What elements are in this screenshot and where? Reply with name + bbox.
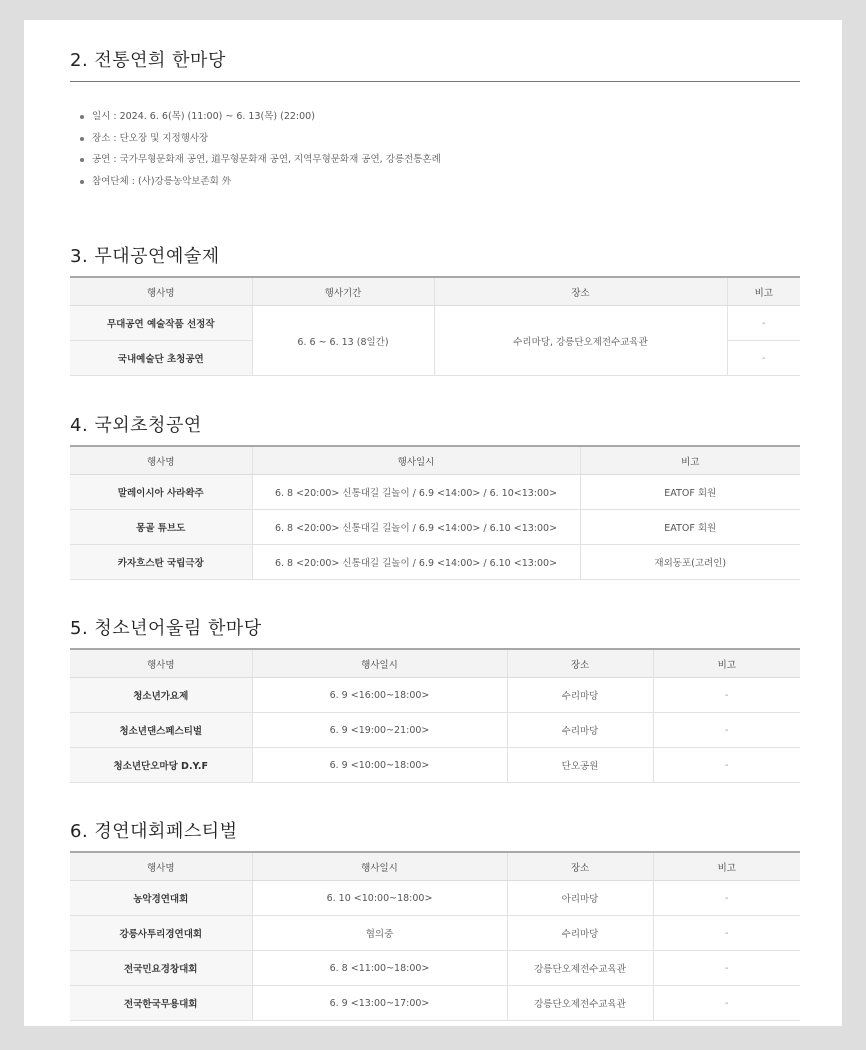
- event-place-cell: 수리마당: [507, 713, 653, 748]
- column-header: 행사일시: [252, 852, 507, 881]
- event-place-cell: 수리마당, 강릉단오제전수교육관: [434, 306, 727, 376]
- note-cell: -: [653, 713, 800, 748]
- column-header: 행사일시: [252, 649, 507, 678]
- table-header-row: [70, 277, 800, 306]
- table-header-row: [70, 649, 800, 678]
- event-period-cell: 6. 6 ~ 6. 13 (8일간): [252, 306, 434, 376]
- note-cell: -: [727, 341, 800, 376]
- event-time-cell: 6. 9 <19:00~21:00>: [252, 713, 507, 748]
- event-name-cell: 무대공연 예술작품 선정작: [70, 306, 252, 341]
- section-6-title: 6. 경연대회페스티벌: [70, 821, 238, 842]
- bullet-text: 공연 : 국가무형문화재 공연, 道무형문화재 공연, 지역무형문화재 공연, 강릉전통혼례: [92, 154, 441, 165]
- section-4-table: [70, 445, 800, 580]
- table-row: [70, 713, 800, 748]
- note-cell: -: [653, 678, 800, 713]
- table-row: [70, 306, 800, 341]
- section-3-title: 3. 무대공연예술제: [70, 246, 220, 267]
- column-header: 행사명: [70, 277, 252, 306]
- event-name-cell: 농악경연대회: [70, 881, 252, 916]
- bullet-icon: [80, 137, 84, 141]
- event-time-cell: 6. 8 <20:00> 신통대길 길놀이 / 6.9 <14:00> / 6. 10<13:00>: [252, 475, 580, 510]
- column-header: 행사명: [70, 649, 252, 678]
- table-row: [70, 748, 800, 783]
- event-time-cell: 6. 9 <16:00~18:00>: [252, 678, 507, 713]
- event-name-cell: 말레이시아 사라왁주: [70, 475, 252, 510]
- event-name-cell: 강릉사투리경연대회: [70, 916, 252, 951]
- note-cell: -: [653, 748, 800, 783]
- section-5-table: [70, 648, 800, 783]
- column-header: 장소: [507, 649, 653, 678]
- section-4-title: 4. 국외초청공연: [70, 415, 202, 436]
- event-time-cell: 6. 8 <20:00> 신통대길 길놀이 / 6.9 <14:00> / 6.10 <13:00>: [252, 510, 580, 545]
- column-header: 비고: [653, 649, 800, 678]
- section-6: [70, 817, 800, 1021]
- note-cell: 재외동포(고려인): [580, 545, 800, 580]
- table-row: [70, 951, 800, 986]
- column-header: 비고: [727, 277, 800, 306]
- note-cell: -: [653, 986, 800, 1021]
- event-name-cell: 국내예술단 초청공연: [70, 341, 252, 376]
- bullet-icon: [80, 180, 84, 184]
- section-2-heading: [70, 46, 800, 82]
- event-name-cell: 청소년가요제: [70, 678, 252, 713]
- event-place-cell: 강릉단오제전수교육관: [507, 986, 653, 1021]
- event-name-cell: 몽골 튜브도: [70, 510, 252, 545]
- column-header: 행사기간: [252, 277, 434, 306]
- section-4: [70, 411, 800, 580]
- table-row: [70, 475, 800, 510]
- table-row: [70, 678, 800, 713]
- section-5-title: 5. 청소년어울림 한마당: [70, 618, 262, 639]
- section-6-table: [70, 851, 800, 1021]
- table-header-row: [70, 852, 800, 881]
- event-time-cell: 6. 9 <13:00~17:00>: [252, 986, 507, 1021]
- section-2-bullet-list: [80, 110, 441, 196]
- note-cell: EATOF 회원: [580, 510, 800, 545]
- bullet-item: [80, 110, 441, 132]
- event-place-cell: 아리마당: [507, 881, 653, 916]
- note-cell: EATOF 회원: [580, 475, 800, 510]
- event-place-cell: 수리마당: [507, 916, 653, 951]
- table-row: [70, 545, 800, 580]
- event-name-cell: 카자흐스탄 국립극장: [70, 545, 252, 580]
- column-header: 비고: [580, 446, 800, 475]
- column-header: 행사일시: [252, 446, 580, 475]
- bullet-text: 장소 : 단오장 및 지정행사장: [92, 132, 209, 144]
- note-cell: -: [727, 306, 800, 341]
- column-header: 행사명: [70, 446, 252, 475]
- note-cell: -: [653, 881, 800, 916]
- event-time-cell: 6. 9 <10:00~18:00>: [252, 748, 507, 783]
- note-cell: -: [653, 916, 800, 951]
- event-name-cell: 청소년단오마당 D.Y.F: [70, 748, 252, 783]
- event-place-cell: 강릉단오제전수교육관: [507, 951, 653, 986]
- event-place-cell: 수리마당: [507, 678, 653, 713]
- column-header: 장소: [507, 852, 653, 881]
- table-row: [70, 510, 800, 545]
- bullet-item: [80, 175, 441, 197]
- bullet-item: [80, 153, 441, 175]
- content-card: [24, 20, 842, 1026]
- table-row: [70, 916, 800, 951]
- note-cell: -: [653, 951, 800, 986]
- section-3: [70, 242, 800, 376]
- event-name-cell: 청소년댄스페스티벌: [70, 713, 252, 748]
- column-header: 장소: [434, 277, 727, 306]
- bullet-icon: [80, 115, 84, 119]
- bullet-text: 일시 : 2024. 6. 6(목) (11:00) ~ 6. 13(목) (22:00): [92, 111, 315, 122]
- bullet-text: 참여단체 : (사)강릉농악보존회 外: [92, 175, 232, 187]
- event-name-cell: 전국한국무용대회: [70, 986, 252, 1021]
- event-time-cell: 6. 10 <10:00~18:00>: [252, 881, 507, 916]
- event-time-cell: 6. 8 <20:00> 신통대길 길놀이 / 6.9 <14:00> / 6.10 <13:00>: [252, 545, 580, 580]
- section-5: [70, 614, 800, 783]
- column-header: 행사명: [70, 852, 252, 881]
- bullet-item: [80, 132, 441, 154]
- event-time-cell: 6. 8 <11:00~18:00>: [252, 951, 507, 986]
- section-2-title: 2. 전통연희 한마당: [70, 50, 226, 71]
- bullet-icon: [80, 158, 84, 162]
- column-header: 비고: [653, 852, 800, 881]
- table-header-row: [70, 446, 800, 475]
- event-place-cell: 단오공원: [507, 748, 653, 783]
- event-time-cell: 협의중: [252, 916, 507, 951]
- event-name-cell: 전국민요경창대회: [70, 951, 252, 986]
- section-3-table: [70, 276, 800, 376]
- table-row: [70, 881, 800, 916]
- table-row: [70, 986, 800, 1021]
